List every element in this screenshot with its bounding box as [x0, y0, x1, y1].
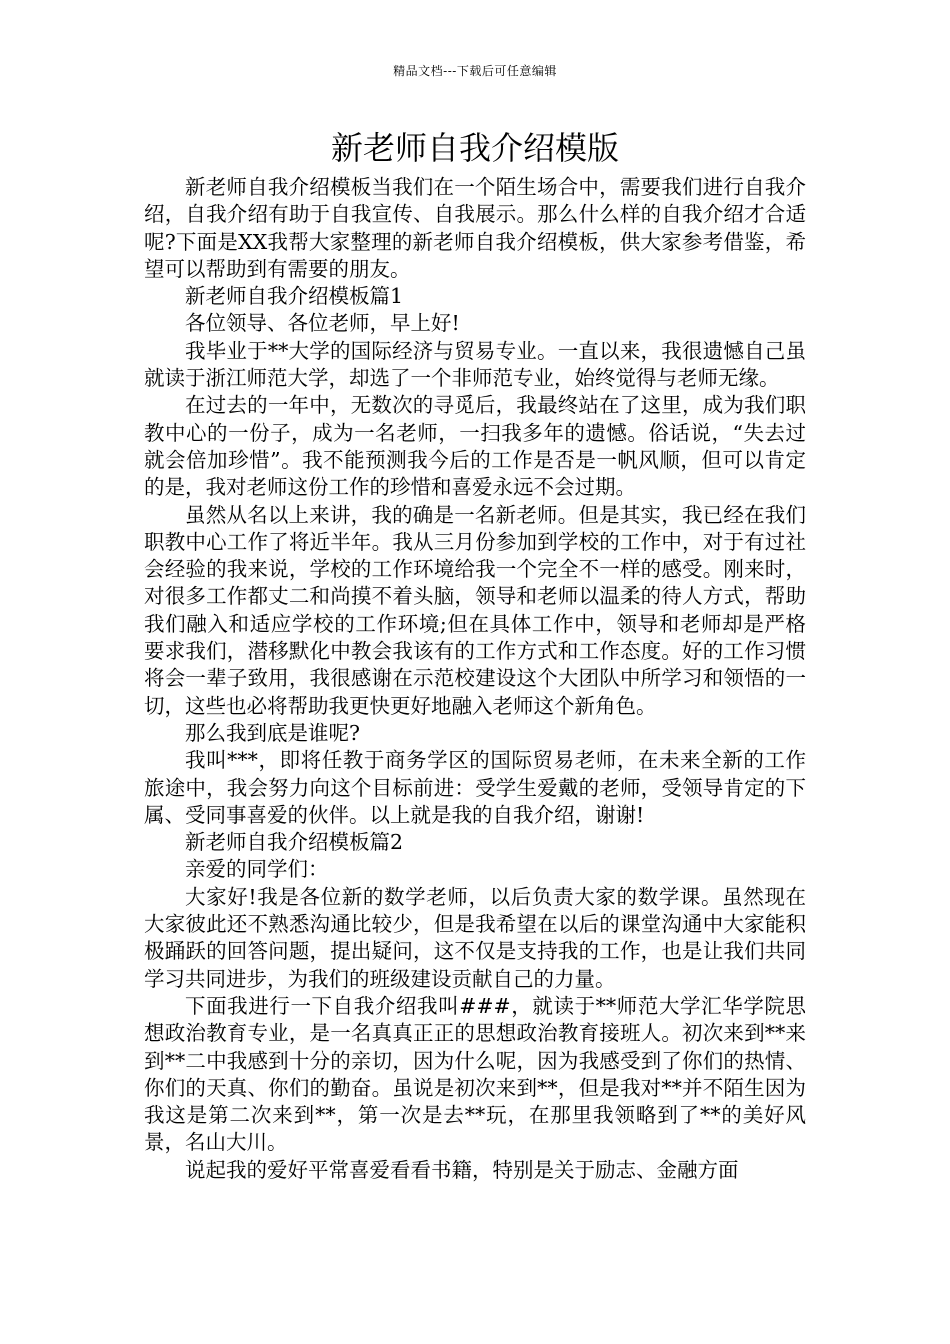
paragraph: 我叫***，即将任教于商务学区的国际贸易老师，在未来全新的工作旅途中，我会努力向这个目标前进：受学生爱戴的老师，受领导肯定的下属、受同事喜爱的伙伴。以上就是我的自我介绍，谢谢!	[144, 748, 806, 827]
paragraph: 我毕业于**大学的国际经济与贸易专业。一直以来，我很遗憾自己虽就读于浙江师范大学，却选了一个非师范专业，始终觉得与老师无缘。	[144, 338, 806, 391]
paragraph: 虽然从名以上来讲，我的确是一名新老师。但是其实，我已经在我们职教中心工作了将近半年。我从三月份参加到学校的工作中，对于有过社会经验的我来说，学校的工作环境给我一个完全不一样的感受。刚来时，对很多工作都丈二和尚摸不着头脑，领导和老师以温柔的待人方式，帮助我们融入和适应学校的工作环境;但在具体工作中，领导和老师却是严格要求我们，潜移默化中教会我该有的工作方式和工作态度。好的工作习惯将会一辈子致用，我很感谢在示范校建设这个大团队中所学习和领悟的一切，这些也必将帮助我更快更好地融入老师这个新角色。	[144, 502, 806, 718]
page-header: 精品文档---下载后可任意编辑	[393, 64, 557, 78]
paragraph: 下面我进行一下自我介绍我叫###，就读于**师范大学汇华学院思想政治教育专业，是一名真真正正的思想政治教育接班人。初次来到**来到**二中我感到十分的亲切，因为什么呢，因为我感受到了你们的热情、你们的天真、你们的勤奋。虽说是初次来到**，但是我对**并不陌生因为我这是第二次来到**，第一次是去**玩，在那里我领略到了**的美好风景，名山大川。	[144, 993, 806, 1155]
greeting-2: 亲爱的同学们：	[185, 857, 329, 882]
section-heading-2: 新老师自我介绍模板篇2	[185, 830, 404, 855]
paragraph: 大家好!我是各位新的数学老师，以后负责大家的数学课。虽然现在大家彼此还不熟悉沟通比较少，但是我希望在以后的课堂沟通中大家能积极踊跃的回答问题，提出疑问，这不仅是支持我的工作，也是让我们共同学习共同进步，为我们的班级建设贡献自己的力量。	[144, 884, 806, 991]
paragraph: 说起我的爱好平常喜爱看看书籍，特别是关于励志、金融方面	[185, 1157, 739, 1182]
section-heading-1: 新老师自我介绍模板篇1	[185, 284, 404, 309]
paragraph: 在过去的一年中，无数次的寻觅后，我最终站在了这里，成为我们职教中心的一份子，成为一名老师，一扫我多年的遗憾。俗话说，“失去过就会倍加珍惜”。我不能预测我今后的工作是否是一帆风顺，但可以肯定的是，我对老师这份工作的珍惜和喜爱永远不会过期。	[144, 393, 806, 500]
paragraph: 那么我到底是谁呢?	[185, 720, 360, 745]
document-title: 新老师自我介绍模版	[330, 129, 619, 167]
greeting-1: 各位领导、各位老师，早上好!	[185, 311, 460, 336]
intro-paragraph: 新老师自我介绍模板当我们在一个陌生场合中，需要我们进行自我介绍，自我介绍有助于自我宣传、自我展示。那么什么样的自我介绍才合适呢?下面是XX我帮大家整理的新老师自我介绍模板，供大家参考借鉴，希望可以帮助到有需要的朋友。	[144, 175, 806, 281]
document-body	[144, 174, 806, 1184]
